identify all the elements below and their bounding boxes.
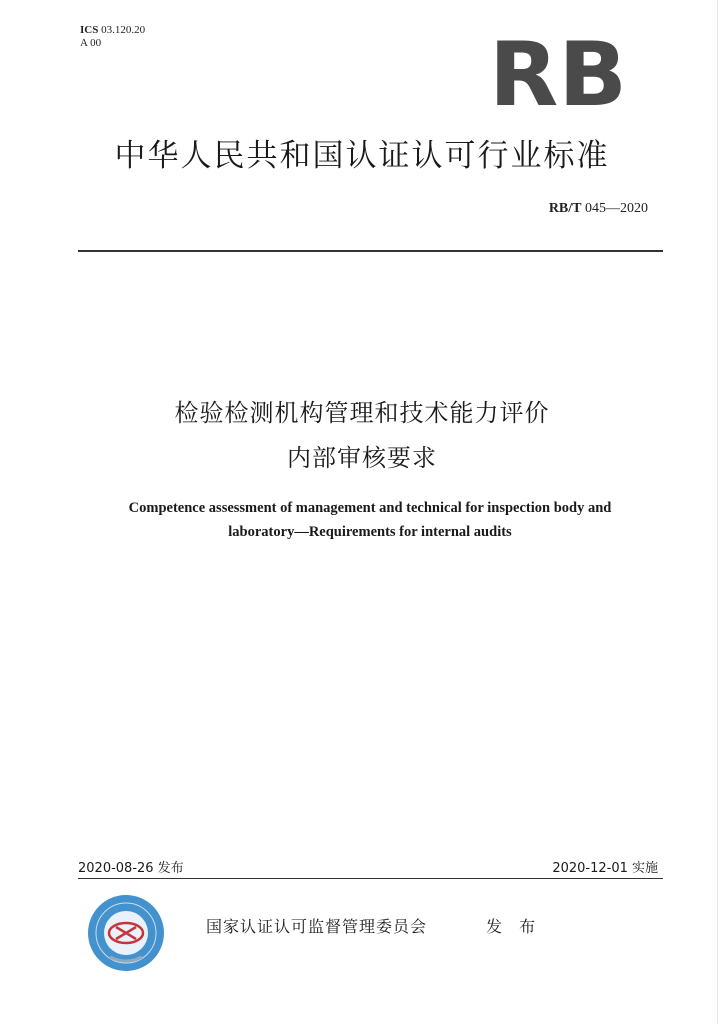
document-title-en bbox=[70, 496, 670, 544]
issue-label: 发 布 bbox=[486, 917, 542, 936]
standard-number-prefix: RB/T bbox=[548, 201, 582, 216]
standard-number bbox=[549, 201, 648, 217]
ics-label: ICS bbox=[80, 24, 99, 36]
document-title-cn-line2: 内部审核要求 bbox=[287, 444, 437, 472]
document-title-cn-line1: 检验检测机构管理和技术能力评价 bbox=[174, 399, 550, 427]
issue-date: 2020-08-26 发布 bbox=[78, 861, 184, 876]
document-title-en-line2: laboratory—Requirements for internal audits bbox=[228, 524, 512, 540]
document-title-en-line1: Competence assessment of management and technical for inspection body and bbox=[128, 500, 612, 516]
implementation-date: 2020-12-01 实施 bbox=[552, 861, 658, 876]
category-code: A 00 bbox=[80, 37, 102, 49]
ics-line bbox=[80, 24, 145, 37]
issuing-authority: 国家认证认可监督管理委员会 bbox=[206, 917, 428, 936]
official-seal bbox=[86, 893, 166, 973]
header-divider bbox=[78, 250, 663, 252]
rb-logo bbox=[488, 39, 628, 109]
rb-logo-text: RB bbox=[489, 39, 627, 109]
footer-divider bbox=[78, 878, 663, 879]
ics-block bbox=[80, 24, 145, 50]
standard-number-value: 045—2020 bbox=[585, 201, 648, 216]
standard-category-title: 中华人民共和国认证认可行业标准 bbox=[114, 138, 610, 174]
ics-code: 03.120.20 bbox=[101, 24, 146, 36]
